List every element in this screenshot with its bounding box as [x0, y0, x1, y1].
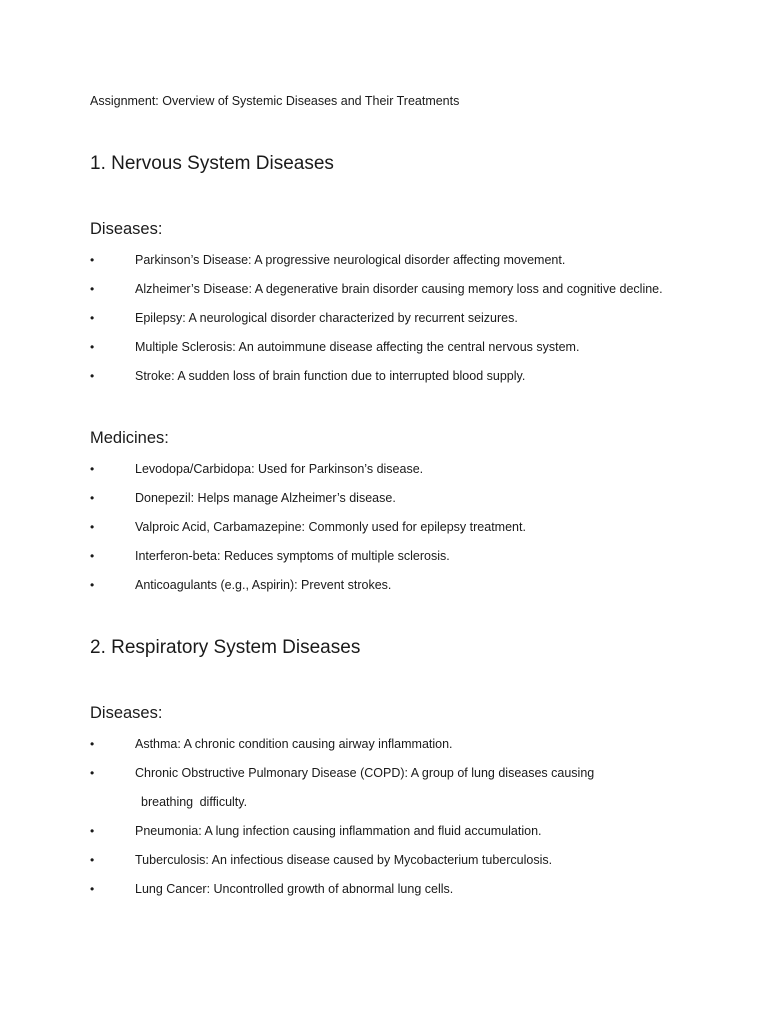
bullet-icon: • [90, 578, 95, 592]
list-item-text: Chronic Obstructive Pulmonary Disease (COPD): A group of lung diseases causing [135, 766, 595, 780]
respiratory-diseases-list [90, 730, 708, 904]
nervous-medicines-list [90, 455, 708, 600]
diseases-label-respiratory: Diseases: [90, 704, 163, 722]
bullet-icon: • [90, 491, 95, 505]
list-item [90, 571, 708, 600]
bullet-icon: • [90, 253, 95, 267]
list-item [90, 304, 708, 333]
bullet-icon: • [90, 737, 95, 751]
list-item-text: Donepezil: Helps manage Alzheimer’s disease. [135, 491, 396, 505]
bullet-icon: • [90, 462, 95, 476]
list-item [90, 875, 708, 904]
list-item-text: Epilepsy: A neurological disorder characterized by recurrent seizures. [135, 311, 518, 325]
bullet-icon: • [90, 549, 95, 563]
list-item [90, 542, 708, 571]
bullet-icon: • [90, 282, 95, 296]
list-item [90, 246, 708, 275]
bullet-icon: • [90, 766, 95, 780]
list-item-text: Stroke: A sudden loss of brain function due to interrupted blood supply. [135, 369, 526, 383]
nervous-diseases-list [90, 246, 708, 391]
list-item-text: Asthma: A chronic condition causing airway inflammation. [135, 737, 453, 751]
list-item [90, 333, 708, 362]
list-item [90, 275, 708, 304]
list-item-text: Anticoagulants (e.g., Aspirin): Prevent strokes. [135, 578, 392, 592]
list-item [90, 455, 708, 484]
list-item-text: Lung Cancer: Uncontrolled growth of abnormal lung cells. [135, 882, 454, 896]
list-item [90, 846, 708, 875]
list-item [90, 730, 708, 759]
list-item-text: Multiple Sclerosis: An autoimmune disease affecting the central nervous system. [135, 340, 580, 354]
medicines-label-nervous: Medicines: [90, 429, 169, 447]
list-item [90, 362, 708, 391]
bullet-icon: • [90, 311, 95, 325]
list-item [90, 759, 708, 817]
bullet-icon: • [90, 824, 95, 838]
list-item-text: Pneumonia: A lung infection causing inflammation and fluid accumulation. [135, 824, 542, 838]
bullet-icon: • [90, 520, 95, 534]
list-item [90, 513, 708, 542]
bullet-icon: • [90, 882, 95, 896]
bullet-icon: • [90, 853, 95, 867]
list-item-text: Levodopa/Carbidopa: Used for Parkinson’s disease. [135, 462, 424, 476]
list-item-continuation: breathing difficulty. [141, 795, 248, 809]
list-item [90, 817, 708, 846]
assignment-title: Assignment: Overview of Systemic Diseases and Their Treatments [90, 94, 460, 108]
section-heading-respiratory: 2. Respiratory System Diseases [90, 637, 361, 658]
list-item-text: Alzheimer’s Disease: A degenerative brain disorder causing memory loss and cognitive decline. [135, 282, 663, 296]
list-item-text: Parkinson’s Disease: A progressive neurological disorder affecting movement. [135, 253, 566, 267]
section-heading-nervous: 1. Nervous System Diseases [90, 153, 334, 174]
list-item-text: Valproic Acid, Carbamazepine: Commonly used for epilepsy treatment. [135, 520, 526, 534]
list-item [90, 484, 708, 513]
diseases-label-nervous: Diseases: [90, 220, 163, 238]
list-item-text: Tuberculosis: An infectious disease caused by Mycobacterium tuberculosis. [135, 853, 553, 867]
list-item-text: Interferon-beta: Reduces symptoms of multiple sclerosis. [135, 549, 450, 563]
bullet-icon: • [90, 340, 95, 354]
bullet-icon: • [90, 369, 95, 383]
